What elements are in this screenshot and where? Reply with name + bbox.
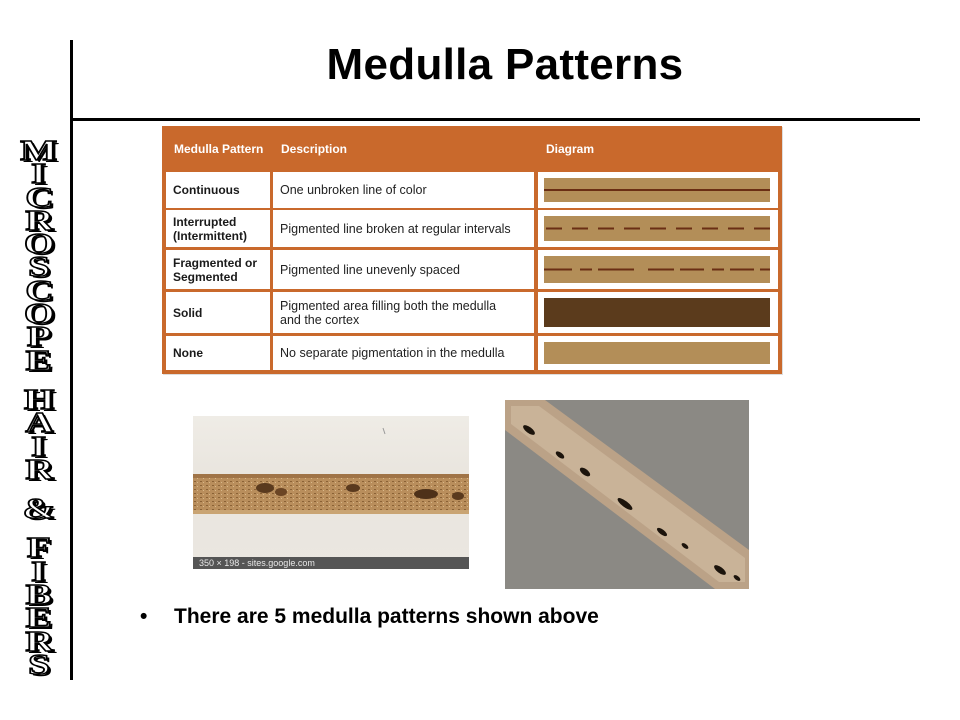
table-row-description: Pigmented line unevenly spaced [273,250,534,289]
table-row-pattern: Interrupted (Intermittent) [166,210,270,247]
bullet-dot: • [140,605,148,628]
bullet-text: There are 5 medulla patterns shown above [174,605,599,628]
table-row-description: One unbroken line of color [273,172,534,208]
medulla-diagram-solid [544,298,770,327]
hair-photo-1 [193,416,469,569]
diagram-medulla-segment [648,269,674,271]
side-banner-letter: C [24,181,54,214]
medulla-diagram-continuous [544,178,770,202]
diagram-medulla-segment [650,228,666,230]
vertical-rule [70,40,73,680]
side-banner-letter: & [22,493,56,526]
table-header [538,126,778,166]
side-banner-letter: I [31,430,47,463]
diagram-medulla-segment [598,228,614,230]
side-banner-letter: R [24,625,54,658]
diagram-strand [544,298,770,327]
side-banner [8,135,70,681]
bullet-point [140,605,599,629]
diagram-medulla-segment [712,269,724,271]
diagram-medulla-segment [702,228,718,230]
side-banner-letter: S [28,251,50,284]
table-row-description: Pigmented line broken at regular intervals [273,210,534,247]
table-header-label: Description [281,142,348,156]
diagram-strand [544,342,770,364]
diagram-medulla-segment [572,228,588,230]
side-banner-letter: O [23,298,55,331]
table-row-diagram-cell [538,250,778,289]
diagram-medulla-segment [728,228,744,230]
hair-photo-1-drawing [193,416,469,569]
horizontal-rule [70,118,920,121]
table-header [166,126,270,166]
side-banner-letter: R [24,204,54,237]
medulla-table [162,126,782,374]
table-row-pattern: Continuous [166,172,270,208]
side-banner-letter: I [31,555,47,588]
slide-title: Medulla Patterns [326,40,684,89]
table-header-label: Medulla Pattern [174,142,264,156]
table-row-description: Pigmented area filling both the medulla and the cortex [273,292,534,333]
side-banner-letter: E [25,602,53,635]
diagram-medulla-segment [580,269,592,271]
side-banner-letter: F [27,532,51,565]
diagram-medulla-segment [754,228,770,230]
diagram-medulla-segment [730,269,754,271]
table-row-pattern: None [166,336,270,370]
side-banner-letter: E [25,344,53,377]
table-row-description: No separate pigmentation in the medulla [273,336,534,370]
hair-photo-2 [505,400,749,589]
side-banner-letter: P [27,321,51,354]
diagram-medulla-segment [624,228,640,230]
table-header-label: Diagram [546,142,595,156]
diagram-medulla-segment [760,269,770,271]
side-banner-letter: A [24,407,54,440]
diagram-medulla-segment [598,269,634,271]
side-banner-letter: O [23,228,55,261]
table-header [273,126,534,166]
medulla-diagram-none [544,342,770,364]
table-row-pattern: Solid [166,292,270,333]
table-row-diagram-cell [538,336,778,370]
side-banner-letter: I [31,158,47,191]
diagram-medulla-segment [680,269,704,271]
side-banner-letter: B [25,579,53,612]
table-row-diagram-cell [538,210,778,247]
table-row-diagram-cell [538,172,778,208]
diagram-medulla-segment [546,228,562,230]
table-row-pattern: Fragmented or Segmented [166,250,270,289]
medulla-diagram-interrupted [544,216,770,241]
diagram-medulla-segment [544,189,770,191]
side-banner-letter: C [24,274,54,307]
diagram-medulla-segment [676,228,692,230]
photo-caption: 350 × 198 - sites.google.com [193,557,469,569]
table-row-diagram-cell [538,292,778,333]
side-banner-letter: R [24,453,54,486]
hair-photo-2-drawing [505,400,749,589]
diagram-medulla-segment [544,269,572,271]
side-banner-letter: M [20,135,58,167]
medulla-diagram-fragmented [544,256,770,283]
side-banner-letter: S [28,648,50,681]
side-banner-letter: H [23,383,55,416]
